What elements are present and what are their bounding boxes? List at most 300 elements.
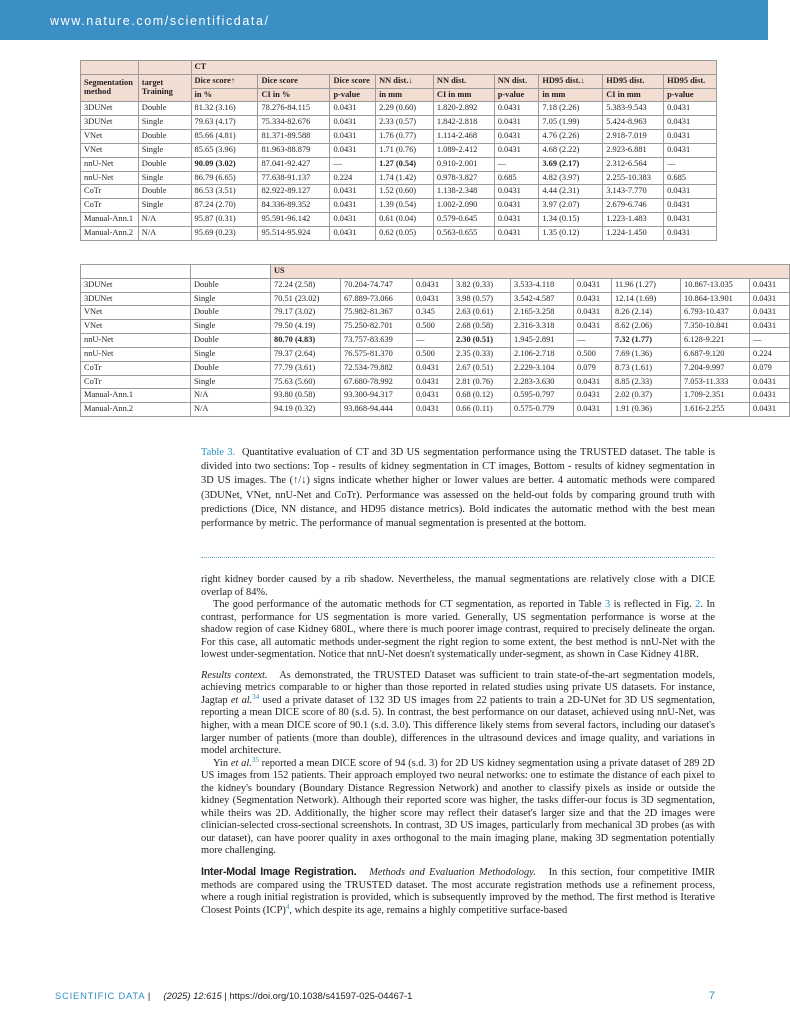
table-cell: 0.0431 <box>330 116 376 130</box>
text-run: . In contrast, performance for US segmentation is more varied. Generally, US segmentation performance is worse at the shadow region of case Kidney 680L, where there is much poorer image contrast, required to precisely delineate the organ. For this case, all automatic methods under-segment the right region to some extent, the best method is nnU-Net with the lowest under-segmentation. Notice that nnU-Net doesn't systematically under-segment, as shown in Case Kidney 418R. <box>201 599 715 661</box>
table-cell: 6.687-9.120 <box>681 347 750 361</box>
footer-separator: | <box>147 990 151 1001</box>
table-cell: 79.50 (4.19) <box>271 320 341 334</box>
table-cell: 0.563-0.655 <box>433 226 494 240</box>
table-cell: VNet <box>81 130 139 144</box>
text-run: As demonstrated, the TRUSTED Dataset was sufficient to train state-of-the-art segmentation models, achieving metrics comparable to or higher than those reported in related studies using private US datasets. For instance, Jagtap <box>201 669 715 706</box>
ct-results-table <box>80 60 717 241</box>
column-subheader: p-value <box>494 88 539 102</box>
table-cell: 1.39 (0.54) <box>376 199 434 213</box>
column-subheader: CI in mm <box>603 88 664 102</box>
table-cell: 72.24 (2.58) <box>271 278 341 292</box>
table-cell: 0.0431 <box>413 403 453 417</box>
table-cell: 77.79 (3.61) <box>271 361 341 375</box>
table-cell: 0.0431 <box>664 226 717 240</box>
table-cell: 0.0431 <box>664 143 717 157</box>
table-cell: N/A <box>138 226 191 240</box>
ct-section-label: CT <box>191 61 716 75</box>
table-cell: 0.500 <box>413 347 453 361</box>
column-header: Segmentation method <box>81 74 139 102</box>
table-cell: 0.0431 <box>413 389 453 403</box>
table-cell: 2.63 (0.61) <box>453 306 511 320</box>
table-cell: 5.424-8.963 <box>603 116 664 130</box>
table-cell: 80.70 (4.83) <box>271 334 341 348</box>
table-cell: 0.66 (0.11) <box>453 403 511 417</box>
table-cell: 0.0431 <box>330 199 376 213</box>
table-cell: 0.0431 <box>330 226 376 240</box>
header-bar <box>0 0 768 40</box>
table-cell: 0.0431 <box>574 375 612 389</box>
table-cell: 0.0431 <box>494 116 539 130</box>
paragraph <box>201 599 715 662</box>
table-cell: 1.138-2.348 <box>433 185 494 199</box>
table-cell: 0.500 <box>413 320 453 334</box>
table-cell: 1.223-1.483 <box>603 212 664 226</box>
table-cell: 1.224-1.450 <box>603 226 664 240</box>
table-row <box>81 130 717 144</box>
table-cell: 7.204-9.997 <box>681 361 750 375</box>
table-cell: Single <box>191 347 271 361</box>
table-cell: 86.53 (3.51) <box>191 185 258 199</box>
table-cell: 2.106-2.718 <box>511 347 574 361</box>
table-cell: VNet <box>81 306 191 320</box>
column-subheader: in mm <box>376 88 434 102</box>
paragraph-heading: Results context. <box>201 669 268 681</box>
column-subheader: CI in % <box>258 88 330 102</box>
table-cell: nnU-Net <box>81 334 191 348</box>
table-row <box>81 212 717 226</box>
table-cell: 2.29 (0.60) <box>376 102 434 116</box>
table-cell: 0.0431 <box>494 199 539 213</box>
table-cell: 2.255-10.383 <box>603 171 664 185</box>
table-cell: 2.312-6.564 <box>603 157 664 171</box>
table-cell: 67.889-73.066 <box>341 292 413 306</box>
table-cell: — <box>574 334 612 348</box>
column-subheader: in mm <box>539 88 603 102</box>
table-cell: 81.371-89.588 <box>258 130 330 144</box>
table-cell: 86.79 (6.65) <box>191 171 258 185</box>
table-cell: 75.982-81.367 <box>341 306 413 320</box>
table-cell: N/A <box>191 389 271 403</box>
table-cell: 3.98 (0.57) <box>453 292 511 306</box>
table-cell: 2.68 (0.58) <box>453 320 511 334</box>
table-row <box>81 185 717 199</box>
table-cell: 3DUNet <box>81 278 191 292</box>
table-cell: 3.69 (2.17) <box>539 157 603 171</box>
table-cell: 79.37 (2.64) <box>271 347 341 361</box>
column-subheader: p-value <box>664 88 717 102</box>
table-cell: 10.867-13.035 <box>681 278 750 292</box>
table-cell: 75.63 (5.60) <box>271 375 341 389</box>
table-cell: 0.0431 <box>494 212 539 226</box>
citation-ref-link[interactable]: 4 <box>285 902 290 911</box>
caption-divider <box>201 557 715 558</box>
table-cell: Manual-Ann.2 <box>81 403 191 417</box>
table-cell: 3DUNet <box>81 116 139 130</box>
table-row <box>81 143 717 157</box>
table-cell: 8.73 (1.61) <box>612 361 681 375</box>
column-header: Dice score <box>258 74 330 88</box>
table-ref-link[interactable]: 3 <box>605 599 611 611</box>
column-subheader: in % <box>191 88 258 102</box>
table-cell: 0.345 <box>413 306 453 320</box>
table-cell: 0.0431 <box>330 102 376 116</box>
table-cell: — <box>750 334 790 348</box>
table-cell: 0.0431 <box>494 130 539 144</box>
column-header: NN dist.↓ <box>376 74 434 88</box>
table-cell: 72.534-79.882 <box>341 361 413 375</box>
empty-header-cell <box>138 61 191 75</box>
table-cell: 0.0431 <box>664 199 717 213</box>
table-cell: Double <box>191 361 271 375</box>
table-cell: 0.079 <box>750 361 790 375</box>
caption-label: Table 3. <box>201 447 236 458</box>
column-header: HD95 dist. <box>664 74 717 88</box>
table-cell: Single <box>138 116 191 130</box>
citation-ref-link[interactable]: 34 <box>252 692 260 701</box>
table-cell: 3.533-4.118 <box>511 278 574 292</box>
table-cell: 6.793-10.437 <box>681 306 750 320</box>
table-cell: 0.0431 <box>750 389 790 403</box>
table-cell: 0.579-0.645 <box>433 212 494 226</box>
table-cell: 1.842-2.818 <box>433 116 494 130</box>
table-cell: 0.0431 <box>574 292 612 306</box>
table-row <box>81 347 790 361</box>
table-cell: — <box>664 157 717 171</box>
table-cell: 8.62 (2.06) <box>612 320 681 334</box>
table-cell: Double <box>191 334 271 348</box>
subsection-heading: Methods and Evaluation Methodology. <box>369 867 536 879</box>
table-cell: 0.224 <box>330 171 376 185</box>
citation-ref-link[interactable]: 35 <box>251 755 259 764</box>
table-cell: Double <box>191 278 271 292</box>
table-cell: CoTr <box>81 361 191 375</box>
text-run: The good performance of the automatic methods for CT segmentation, as reported in Table <box>213 599 606 611</box>
table-row <box>81 157 717 171</box>
table-cell: 73.757-83.639 <box>341 334 413 348</box>
table-cell: Single <box>138 143 191 157</box>
table-cell: 0.978-3.827 <box>433 171 494 185</box>
table-cell: 2.679-6.746 <box>603 199 664 213</box>
table-cell: 95.591-96.142 <box>258 212 330 226</box>
table-cell: 75.334-82.676 <box>258 116 330 130</box>
table-cell: 2.918-7.019 <box>603 130 664 144</box>
table-cell: 2.229-3.104 <box>511 361 574 375</box>
table-cell: 0.0431 <box>750 292 790 306</box>
table-cell: 93.868-94.444 <box>341 403 413 417</box>
table-cell: 1.616-2.255 <box>681 403 750 417</box>
text-run: Yin <box>213 757 231 769</box>
table-cell: 4.68 (2.22) <box>539 143 603 157</box>
table-row <box>81 334 790 348</box>
table-cell: 7.69 (1.36) <box>612 347 681 361</box>
table-cell: 8.85 (2.33) <box>612 375 681 389</box>
table-cell: 1.52 (0.60) <box>376 185 434 199</box>
table-cell: 2.02 (0.37) <box>612 389 681 403</box>
table-cell: 95.87 (0.31) <box>191 212 258 226</box>
table-cell: 70.204-74.747 <box>341 278 413 292</box>
table-cell: 82.922-89.127 <box>258 185 330 199</box>
table-cell: 0.224 <box>750 347 790 361</box>
table-cell: 4.82 (3.97) <box>539 171 603 185</box>
table-cell: 7.053-11.333 <box>681 375 750 389</box>
table-cell: 4.76 (2.26) <box>539 130 603 144</box>
table-cell: N/A <box>191 403 271 417</box>
table-cell: VNet <box>81 143 139 157</box>
table-cell: Single <box>138 171 191 185</box>
table-cell: 0.0431 <box>413 292 453 306</box>
footer-doi[interactable]: | https://doi.org/10.1038/s41597-025-04467-1 <box>224 990 413 1001</box>
table-cell: Single <box>191 375 271 389</box>
table-cell: 0.0431 <box>413 278 453 292</box>
table-row <box>81 199 717 213</box>
table-row <box>81 226 717 240</box>
table-cell: 0.0431 <box>664 185 717 199</box>
table-cell: 90.09 (3.02) <box>191 157 258 171</box>
table-cell: 67.680-78.992 <box>341 375 413 389</box>
table-cell: N/A <box>138 212 191 226</box>
table-cell: 0.0431 <box>330 130 376 144</box>
paragraph: right kidney border caused by a rib shadow. Nevertheless, the manual segmentations are relatively close with a DICE overlap of 84%. <box>201 574 715 598</box>
table-cell: 7.18 (2.26) <box>539 102 603 116</box>
table-cell: 85.65 (3.96) <box>191 143 258 157</box>
table-cell: Double <box>138 130 191 144</box>
table-cell: 1.709-2.351 <box>681 389 750 403</box>
column-header: HD95 dist. <box>603 74 664 88</box>
table-cell: — <box>494 157 539 171</box>
table-cell: 79.63 (4.17) <box>191 116 258 130</box>
table-cell: nnU-Net <box>81 347 191 361</box>
table-row <box>81 389 790 403</box>
table-cell: 1.27 (0.54) <box>376 157 434 171</box>
column-header: Dice score↑ <box>191 74 258 88</box>
table-cell: 0.0431 <box>330 143 376 157</box>
table-row <box>81 306 790 320</box>
table-cell: 3.82 (0.33) <box>453 278 511 292</box>
table-cell: 0.0431 <box>330 212 376 226</box>
column-header: Dice score <box>330 74 376 88</box>
table-cell: 0.0431 <box>574 278 612 292</box>
table-cell: 0.0431 <box>574 306 612 320</box>
table-row <box>81 292 790 306</box>
table-cell: 7.32 (1.77) <box>612 334 681 348</box>
table-cell: 0.0431 <box>413 375 453 389</box>
table-cell: 1.820-2.892 <box>433 102 494 116</box>
table-cell: 81.32 (3.16) <box>191 102 258 116</box>
table-cell: 0.0431 <box>664 212 717 226</box>
table-row <box>81 320 790 334</box>
paragraph <box>201 670 715 758</box>
table-cell: Double <box>138 185 191 199</box>
column-header: target Training <box>138 74 191 102</box>
table-cell: 1.089-2.412 <box>433 143 494 157</box>
table-cell: 1.76 (0.77) <box>376 130 434 144</box>
table-cell: 77.638-91.137 <box>258 171 330 185</box>
table-cell: Double <box>138 157 191 171</box>
table-cell: 1.35 (0.12) <box>539 226 603 240</box>
table-cell: Single <box>191 292 271 306</box>
table-row <box>81 102 717 116</box>
table-cell: 5.383-9.543 <box>603 102 664 116</box>
table-cell: 10.864-13.901 <box>681 292 750 306</box>
table-cell: 0.0431 <box>494 185 539 199</box>
table-cell: 85.66 (4.81) <box>191 130 258 144</box>
paragraph <box>201 755 715 858</box>
table-cell: 2.283-3.630 <box>511 375 574 389</box>
table-cell: 0.0431 <box>750 278 790 292</box>
table-cell: 79.17 (3.02) <box>271 306 341 320</box>
text-run: et al. <box>230 757 252 769</box>
table-cell: — <box>330 157 376 171</box>
text-run: used a private dataset of 132 3D US images from 22 patients to train a 2D-UNet for 3D US segmentation, reporting a mean DICE score of 80 (s.d. 5). In contrast, the best performance on our dataset, achieved using nnU-Net, was higher, with a mean DICE score of 90.1 (s.d. 3.0). This difference likely stems from several factors, including our dataset's larger number of patients (more than double), differences in the ultrasound devices and image quality, and variations in model architecture. <box>201 694 715 757</box>
table-cell: 0.68 (0.12) <box>453 389 511 403</box>
table-cell: 0.0431 <box>413 361 453 375</box>
table-cell: Manual-Ann.1 <box>81 389 191 403</box>
table-cell: 76.575-81.370 <box>341 347 413 361</box>
table-cell: 78.276-84.115 <box>258 102 330 116</box>
table-cell: 1.74 (1.42) <box>376 171 434 185</box>
table-caption <box>201 446 715 531</box>
table-cell: 8.26 (2.14) <box>612 306 681 320</box>
table-cell: 94.19 (0.32) <box>271 403 341 417</box>
figure-ref-link[interactable]: 2 <box>695 599 701 611</box>
table-cell: 93.80 (0.58) <box>271 389 341 403</box>
table-cell: 3DUNet <box>81 292 191 306</box>
text-run: is reflected in Fig. <box>610 599 696 611</box>
table-cell: 3.542-4.587 <box>511 292 574 306</box>
table-cell: 0.0431 <box>664 116 717 130</box>
table-cell: 0.500 <box>574 347 612 361</box>
table-cell: 1.002-2.090 <box>433 199 494 213</box>
table-cell: 0.575-0.779 <box>511 403 574 417</box>
table-cell: nnU-Net <box>81 171 139 185</box>
table-cell: 0.0431 <box>664 102 717 116</box>
table-cell: 1.91 (0.36) <box>612 403 681 417</box>
table-cell: CoTr <box>81 199 139 213</box>
table-cell: 0.0431 <box>664 130 717 144</box>
table-cell: 0.0431 <box>494 226 539 240</box>
empty-header-cell <box>191 265 271 279</box>
table-cell: 1.71 (0.76) <box>376 143 434 157</box>
empty-header-cell <box>81 61 139 75</box>
text-run: et al. <box>230 694 253 706</box>
table-cell: 95.69 (0.23) <box>191 226 258 240</box>
table-cell: Single <box>191 320 271 334</box>
table-cell: 0.0431 <box>494 102 539 116</box>
table-cell: 3.97 (2.07) <box>539 199 603 213</box>
table-cell: 3DUNet <box>81 102 139 116</box>
table-cell: 11.96 (1.27) <box>612 278 681 292</box>
table-cell: 7.05 (1.99) <box>539 116 603 130</box>
column-subheader: p-value <box>330 88 376 102</box>
column-subheader: CI in mm <box>433 88 494 102</box>
footer-journal: SCIENTIFIC DATA <box>55 990 146 1001</box>
table-cell: 0.0431 <box>574 320 612 334</box>
page-footer <box>55 990 715 1001</box>
table-row <box>81 116 717 130</box>
empty-header-cell <box>81 265 191 279</box>
table-cell: CoTr <box>81 375 191 389</box>
table-cell: 0.685 <box>494 171 539 185</box>
table-cell: 0.595-0.797 <box>511 389 574 403</box>
column-header: NN dist. <box>433 74 494 88</box>
column-header: NN dist. <box>494 74 539 88</box>
table-row <box>81 361 790 375</box>
table-cell: 0.0431 <box>330 185 376 199</box>
table-cell: 0.0431 <box>750 375 790 389</box>
table-cell: 0.685 <box>664 171 717 185</box>
table-cell: 75.250-82.701 <box>341 320 413 334</box>
table-cell: 3.143-7.770 <box>603 185 664 199</box>
paragraph <box>201 866 715 917</box>
table-cell: 2.316-3.318 <box>511 320 574 334</box>
table-row <box>81 171 717 185</box>
table-cell: 0.0431 <box>574 403 612 417</box>
table-cell: 93.300-94.317 <box>341 389 413 403</box>
table-cell: 2.923-6.881 <box>603 143 664 157</box>
table-cell: 2.67 (0.51) <box>453 361 511 375</box>
table-cell: 1.34 (0.15) <box>539 212 603 226</box>
table-cell: 12.14 (1.69) <box>612 292 681 306</box>
table-cell: — <box>413 334 453 348</box>
table-cell: 1.945-2.891 <box>511 334 574 348</box>
section-heading: Inter-Modal Image Registration. <box>201 866 357 879</box>
table-cell: 0.0431 <box>750 403 790 417</box>
body-text <box>201 574 715 917</box>
table-cell: 84.336-89.352 <box>258 199 330 213</box>
table-cell: 0.61 (0.04) <box>376 212 434 226</box>
table-cell: 6.128-9.221 <box>681 334 750 348</box>
table-cell: 2.30 (0.51) <box>453 334 511 348</box>
table-cell: CoTr <box>81 185 139 199</box>
table-cell: 87.041-92.427 <box>258 157 330 171</box>
table-row <box>81 278 790 292</box>
table-cell: 95.514-95.924 <box>258 226 330 240</box>
caption-text: Quantitative evaluation of CT and 3D US segmentation performance using the TRUSTED dataset. The table is divided into two sections: Top - results of kidney segmentation in CT images, Bottom - results of kidney segmentation in 3D US images. The (↑/↓) signs indicate whether higher or lower values are better. 4 automatic methods were compared (3DUNet, VNet, nnU-Net and CoTr). Performance was assessed on the held-out folds by comparing ground truth with predictions (Dice, NN distance, and HD95 distance metrics). Bold indicates the automatic method with the best mean performance by metric. The performance of manual segmentation is presented at the bottom. <box>201 447 715 530</box>
table-cell: Manual-Ann.1 <box>81 212 139 226</box>
text-run: reported a mean DICE score of 94 (s.d. 3) for 2D US kidney segmentation using a private dataset of 289 2D US images from 152 patients. Their approach employed two neural networks: one to estimate the distance of each pixel to the kidney's boundary (Boundary Distance Regression Network) and another to classify pixels as inside or outside the kidney (Segmentation Network). Although their reported score was higher, the tasks differ-our focus is 3D segmentation, while theirs was 2D. Additionally, the higher score may reflect their dataset's larger size and that the 2D images were clinician-selected cross-sectional screenshots. In contrast, 3D US images, particularly from mechanical 3D probes (as with our dataset), can have poorer quality in axes orthogonal to the main imaging plane, making 3D segmentation potentially more challenging. <box>201 757 715 857</box>
table-cell: VNet <box>81 320 191 334</box>
table-cell: nnU-Net <box>81 157 139 171</box>
journal-url[interactable]: www.nature.com/scientificdata/ <box>50 14 270 28</box>
table-cell: 2.165-3.258 <box>511 306 574 320</box>
table-row <box>81 403 790 417</box>
table-cell: Single <box>138 199 191 213</box>
table-cell: 0.910-2.001 <box>433 157 494 171</box>
page-number: 7 <box>708 990 715 1002</box>
table-cell: 0.079 <box>574 361 612 375</box>
table-cell: 0.0431 <box>574 389 612 403</box>
table-cell: 81.963-88.879 <box>258 143 330 157</box>
table-cell: 0.0431 <box>750 320 790 334</box>
table-cell: 87.24 (2.70) <box>191 199 258 213</box>
table-cell: 4.44 (2.31) <box>539 185 603 199</box>
table-row <box>81 375 790 389</box>
table-cell: 70.51 (23.02) <box>271 292 341 306</box>
table-cell: 0.0431 <box>750 306 790 320</box>
table-cell: 2.35 (0.33) <box>453 347 511 361</box>
table-cell: 2.33 (0.57) <box>376 116 434 130</box>
table-cell: 2.81 (0.76) <box>453 375 511 389</box>
column-header: HD95 dist.↓ <box>539 74 603 88</box>
table-cell: Double <box>138 102 191 116</box>
table-cell: 1.114-2.468 <box>433 130 494 144</box>
us-results-table <box>80 264 790 417</box>
us-section-label: US <box>271 265 790 279</box>
table-cell: 0.62 (0.05) <box>376 226 434 240</box>
table-cell: 7.350-10.841 <box>681 320 750 334</box>
table-cell: Manual-Ann.2 <box>81 226 139 240</box>
